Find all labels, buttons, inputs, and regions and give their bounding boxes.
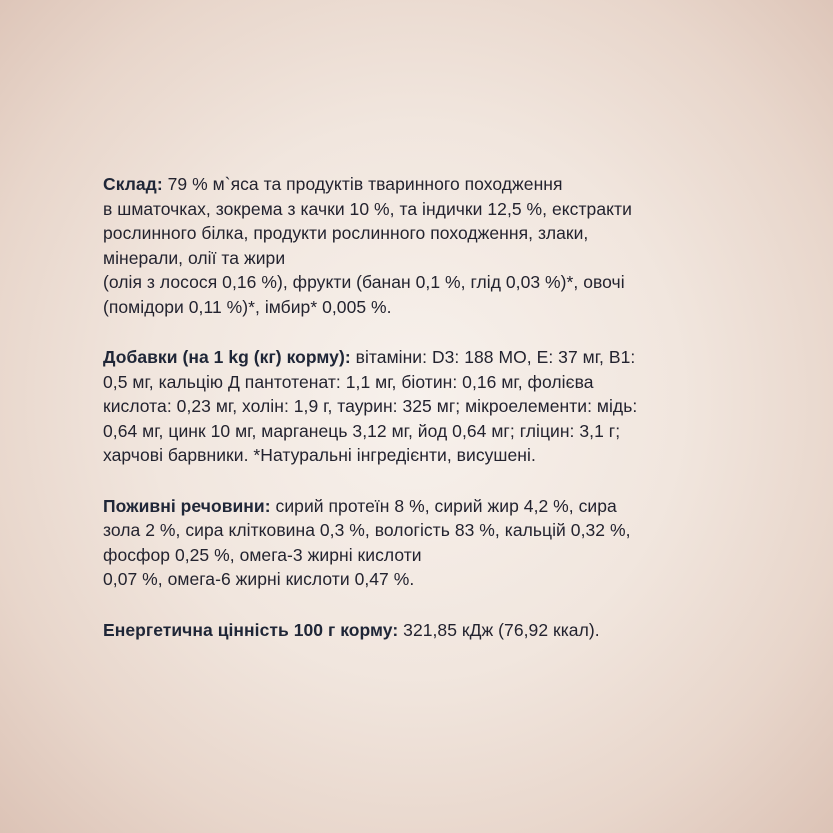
nutrients-line-2: зола 2 %, сира клітковина 0,3 %, вологість 83 %, кальцій 0,32 %,	[103, 520, 631, 540]
additives-line-2: 0,5 мг, кальцію Д пантотенат: 1,1 мг, біотин: 0,16 мг, фолієва	[103, 371, 594, 392]
nutrients-section	[103, 494, 743, 592]
energy-label: Енергетична цінність 100 г корму:	[103, 619, 399, 640]
ingredients-text-block	[103, 172, 743, 668]
composition-line-6: (помідори 0,11 %)*, імбир* 0,005 %.	[103, 296, 392, 317]
composition-section	[103, 172, 743, 319]
composition-line-5: (олія з лосося 0,16 %), фрукти (банан 0,1 %, глід 0,03 %)*, овочі	[103, 272, 625, 292]
nutrients-text: сирий протеїн 8 %, сирий жир 4,2 %, сира	[270, 495, 617, 516]
nutrients-line-4: 0,07 %, омега-6 жирні кислоти 0,47 %.	[103, 569, 415, 589]
composition-line-4: мінерали, олії та жири	[103, 247, 286, 268]
additives-section	[103, 345, 743, 468]
additives-line-5: харчові барвники. *Натуральні інгредієнти, висушені.	[103, 445, 536, 465]
additives-label: Добавки (на 1 kg (кг) корму):	[103, 347, 351, 367]
energy-line-1	[103, 618, 743, 643]
nutrients-label: Поживні речовини:	[103, 495, 271, 516]
additives-line-3: кислота: 0,23 мг, холін: 1,9 г, таурин: 325 мг; мікроелементи: мідь:	[103, 396, 638, 416]
nutrients-line-1	[103, 494, 743, 519]
additives-line-1	[103, 345, 743, 370]
composition-label: Склад:	[103, 174, 163, 194]
additives-text: вітаміни: D3: 188 МО, E: 37 мг, B1:	[350, 347, 636, 367]
composition-line-1	[103, 172, 743, 197]
composition-text: 79 % м`яса та продуктів тваринного походження	[162, 174, 563, 194]
composition-line-3: рослинного білка, продукти рослинного походження, злаки,	[103, 223, 589, 243]
energy-section	[103, 618, 743, 643]
nutrients-line-3: фосфор 0,25 %, омега-3 жирні кислоти	[103, 544, 422, 565]
energy-text: 321,85 кДж (76,92 ккал).	[398, 619, 600, 640]
composition-line-2: в шматочках, зокрема з качки 10 %, та індички 12,5 %, екстракти	[103, 198, 632, 219]
additives-line-4: 0,64 мг, цинк 10 мг, марганець 3,12 мг, йод 0,64 мг; гліцин: 3,1 г;	[103, 420, 621, 441]
